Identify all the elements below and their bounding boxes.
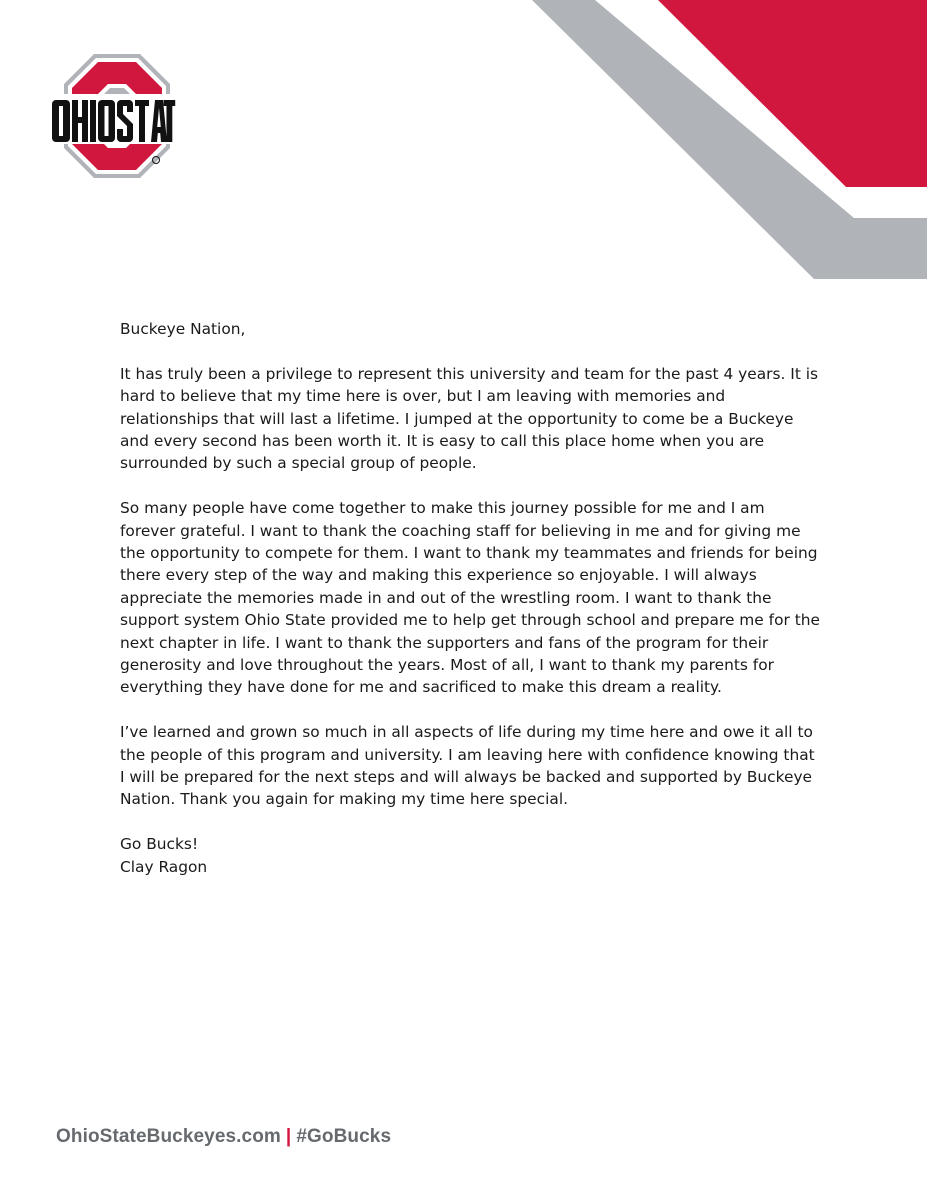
salutation: Buckeye Nation,	[120, 320, 246, 338]
ohio-state-logo-icon	[52, 50, 182, 182]
signature: Clay Ragon	[120, 857, 208, 876]
paragraph-3: I’ve learned and grown so much in all aspects of life during my time here and owe it all to the people of this program and university. I am leaving here with confidence knowing that I will be prepared for the next steps and will always be backed and supported by Buckeye Nation. Thank you again for making my time here special.	[120, 723, 815, 809]
paragraph-2: So many people have come together to make this journey possible for me and I am forever grateful. I want to thank the coaching staff for believing in me and for giving me the opportunity to compete for them. I want to thank my teammates and friends for being there every step of the way and making this experience so enjoyable. I will always appreciate the memories made in and out of the wrestling room. I want to thank the support system Ohio State provided me to help get through school and prepare me for the next chapter in life. I want to thank the supporters and fans of the program for their generosity and love throughout the years. Most of all, I want to thank my parents for everything they have done for me and sacrificed to make this dream a reality.	[120, 499, 820, 697]
closing-block	[120, 833, 820, 878]
paragraph-1: It has truly been a privilege to represent this university and team for the past 4 years. It is hard to believe that my time here is over, but I am leaving with memories and relationships that will last a lifetime. I jumped at the opportunity to come be a Buckeye and every second has been worth it. It is easy to call this place home when you are surrounded by such a special group of people.	[120, 364, 819, 473]
letter-body	[120, 318, 820, 878]
footer-website: OhioStateBuckeyes.com	[56, 1126, 281, 1147]
closing-line: Go Bucks!	[120, 835, 199, 854]
footer-separator: |	[285, 1126, 292, 1147]
footer	[56, 1126, 391, 1148]
footer-hashtag: #GoBucks	[296, 1126, 392, 1147]
